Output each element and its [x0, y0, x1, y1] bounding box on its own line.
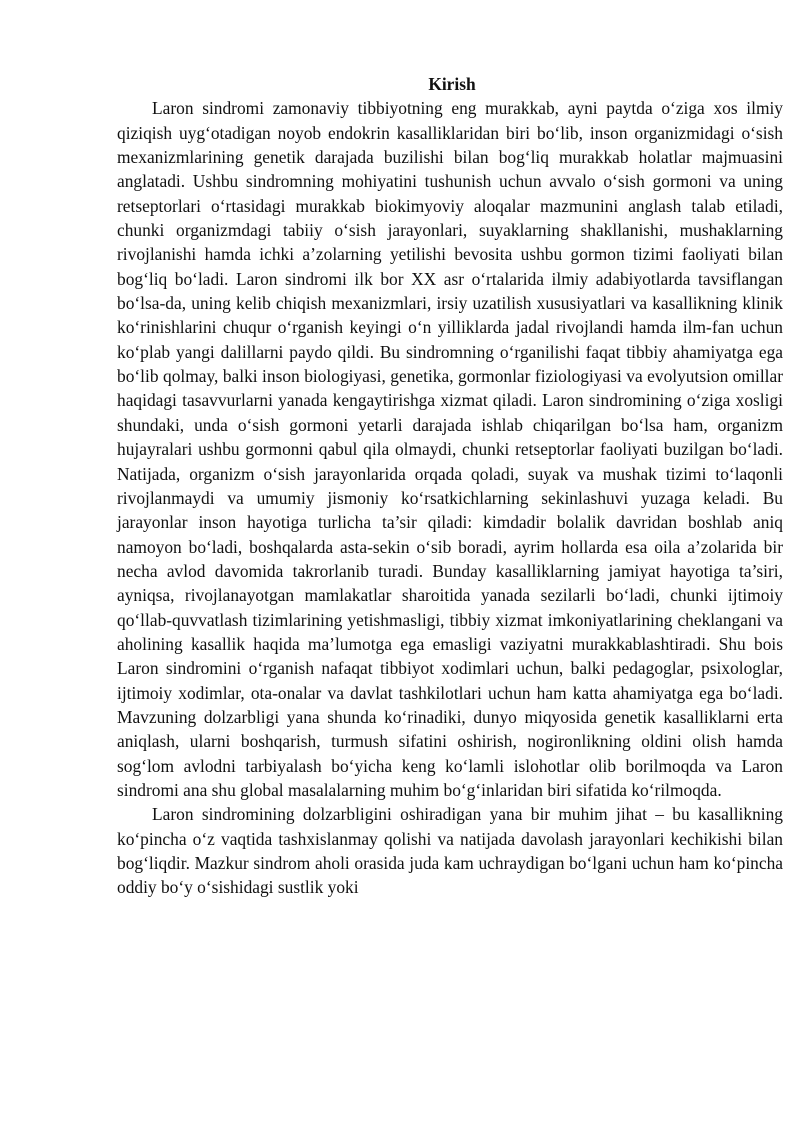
- document-title: Kirish: [428, 74, 476, 94]
- paragraph-2: Laron sindromining dolzarbligini oshiradigan yana bir muhim jihat – bu kasallikning ko‘pincha o‘z vaqtida tashxislanmay qolishi va natijada davolash jarayonlari kechikishi bilan bog‘liqdir. Mazkur sindrom aholi orasida juda kam uchraydigan bo‘lgani uchun ham ko‘pincha oddiy bo‘y o‘sishidagi sustlik yoki: [117, 804, 783, 898]
- document-page: [117, 72, 783, 900]
- paragraph-1: Laron sindromi zamonaviy tibbiyotning eng murakkab, ayni paytda o‘ziga xos ilmiy qiziqish uyg‘otadigan noyob endokrin kasalliklaridan biri bo‘lib, inson organizmidagi o‘sish mexanizmlarining genetik darajada buzilishi bilan bog‘liq murakkab holatlar majmuasini anglatadi. Ushbu sindromning mohiyatini tushunish uchun avvalo o‘sish gormoni va uning retseptorlari o‘rtasidagi murakkab biokimyoviy aloqalar mazmunini anglash talab etiladi, chunki organizmdagi tabiiy o‘sish jarayonlari, suyaklarning shakllanishi, mushaklarning rivojlanishi hamda ichki a’zolarning yetilishi bevosita ushbu gormon tizimi faoliyati bilan bog‘liq bo‘ladi. Laron sindromi ilk bor XX asr o‘rtalarida ilmiy adabiyotlarda tavsiflangan bo‘lsa-da, uning kelib chiqish mexanizmlari, irsiy uzatilish xususiyatlari va kasallikning klinik ko‘rinishlarini chuqur o‘rganish keyingi o‘n yilliklarda jadal rivojlandi hamda ilm-fan uchun ko‘plab yangi dalillarni paydo qildi. Bu sindromning o‘rganilishi faqat tibbiy ahamiyatga ega bo‘lib qolmay, balki inson biologiyasi, genetika, gormonlar fiziologiyasi va evolyutsion omillar haqidagi tasavvurlarni yanada kengaytirishga xizmat qiladi. Laron sindromining o‘ziga xosligi shundaki, unda o‘sish gormoni yetarli darajada ishlab chiqarilgan bo‘lsa ham, organizm hujayralari ushbu gormonni qabul qila olmaydi, chunki retseptorlar faoliyati buzilgan bo‘ladi. Natijada, organizm o‘sish jarayonlarida orqada qoladi, suyak va mushak tizimi to‘laqonli rivojlanmaydi va umumiy jismoniy ko‘rsatkichlarning sekinlashuvi yuzaga keladi. Bu jarayonlar inson hayotiga turlicha ta’sir qiladi: kimdadir bolalik davridan boshlab aniq namoyon bo‘ladi, boshqalarda asta-sekin o‘sib boradi, ayrim hollarda esa oila a’zolarida bir necha avlod davomida takrorlanib turadi. Bunday kasalliklarning jamiyat hayotiga ta’siri, ayniqsa, rivojlanayotgan mamlakatlar sharoitida yanada sezilarli bo‘ladi, chunki ijtimoiy qo‘llab-quvvatlash tizimlarining yetishmasligi, tibbiy xizmat imkoniyatlarining cheklangani va aholining kasallik haqida ma’lumotga ega emasligi vaziyatni murakkablashtiradi. Shu bois Laron sindromini o‘rganish nafaqat tibbiyot xodimlari uchun, balki pedagoglar, psixologlar, ijtimoiy xodimlar, ota-onalar va davlat tashkilotlari uchun ham katta ahamiyatga ega bo‘ladi. Mavzuning dolzarbligi yana shunda ko‘rinadiki, dunyo miqyosida genetik kasalliklarni erta aniqlash, ularni boshqarish, turmush sifatini oshirish, nogironlikning oldini olish hamda sog‘lom avlodni tarbiyalash bo‘yicha keng ko‘lamli islohotlar olib borilmoqda va Laron sindromi ana shu global masalalarning muhim bo‘g‘inlaridan biri sifatida ko‘rilmoqda.: [117, 98, 783, 800]
